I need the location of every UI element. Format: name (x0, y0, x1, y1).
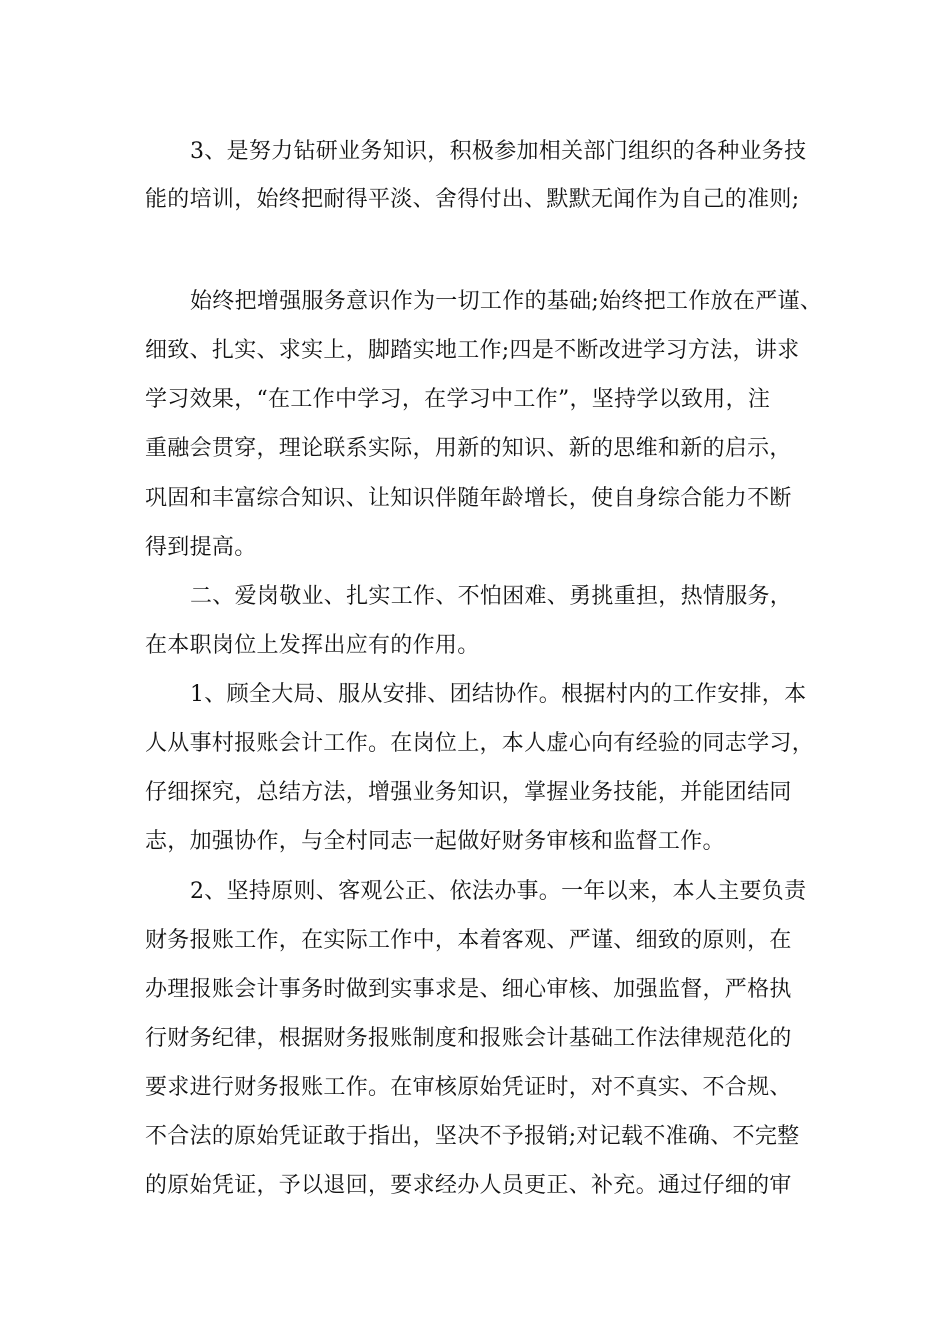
text-line: 学习效果，“在工作中学习，在学习中工作”，坚持学以致用，注 (145, 387, 771, 412)
text-line: 得到提高。 (145, 535, 257, 560)
text-line: 重融会贯穿，理论联系实际，用新的知识、新的思维和新的启示， (145, 436, 792, 461)
text-line: 人从事村报账会计工作。在岗位上，本人虚心向有经验的同志学习， (145, 731, 815, 756)
text-line: 不合法的原始凭证敢于指出，坚决不予报销;对记载不准确、不完整 (145, 1124, 800, 1149)
text-line: 3、是努力钻研业务知识，积极参加相关部门组织的各种业务技 (190, 139, 807, 164)
text-line: 办理报账会计事务时做到实事求是、细心审核、加强监督，严格执 (145, 977, 792, 1002)
text-line: 能的培训，始终把耐得平淡、舍得付出、默默无闻作为自己的准则; (145, 187, 800, 212)
section-heading: 二、爱岗敬业、扎实工作、不怕困难、勇挑重担，热情服务， (190, 584, 793, 609)
text-line: 志，加强协作，与全村同志一起做好财务审核和监督工作。 (145, 829, 725, 854)
text-line: 仔细探究，总结方法，增强业务知识，掌握业务技能，并能团结同 (145, 780, 792, 805)
section-heading: 在本职岗位上发挥出应有的作用。 (145, 633, 480, 658)
text-line: 巩固和丰富综合知识、让知识伴随年龄增长，使自身综合能力不断 (145, 486, 792, 511)
text-line: 细致、扎实、求实上，脚踏实地工作;四是不断改进学习方法，讲求 (145, 338, 800, 363)
text-line: 2、坚持原则、客观公正、依法办事。一年以来，本人主要负责 (190, 879, 807, 904)
text-line: 1、顾全大局、服从安排、团结协作。根据村内的工作安排，本 (190, 682, 807, 707)
text-line: 要求进行财务报账工作。在审核原始凭证时，对不真实、不合规、 (145, 1075, 792, 1100)
text-line: 行财务纪律，根据财务报账制度和报账会计基础工作法律规范化的 (145, 1026, 792, 1051)
text-line: 财务报账工作，在实际工作中，本着客观、严谨、细致的原则，在 (145, 928, 792, 953)
text-line: 始终把增强服务意识作为一切工作的基础;始终把工作放在严谨、 (190, 289, 823, 314)
text-line: 的原始凭证，予以退回，要求经办人员更正、补充。通过仔细的审 (145, 1173, 792, 1198)
